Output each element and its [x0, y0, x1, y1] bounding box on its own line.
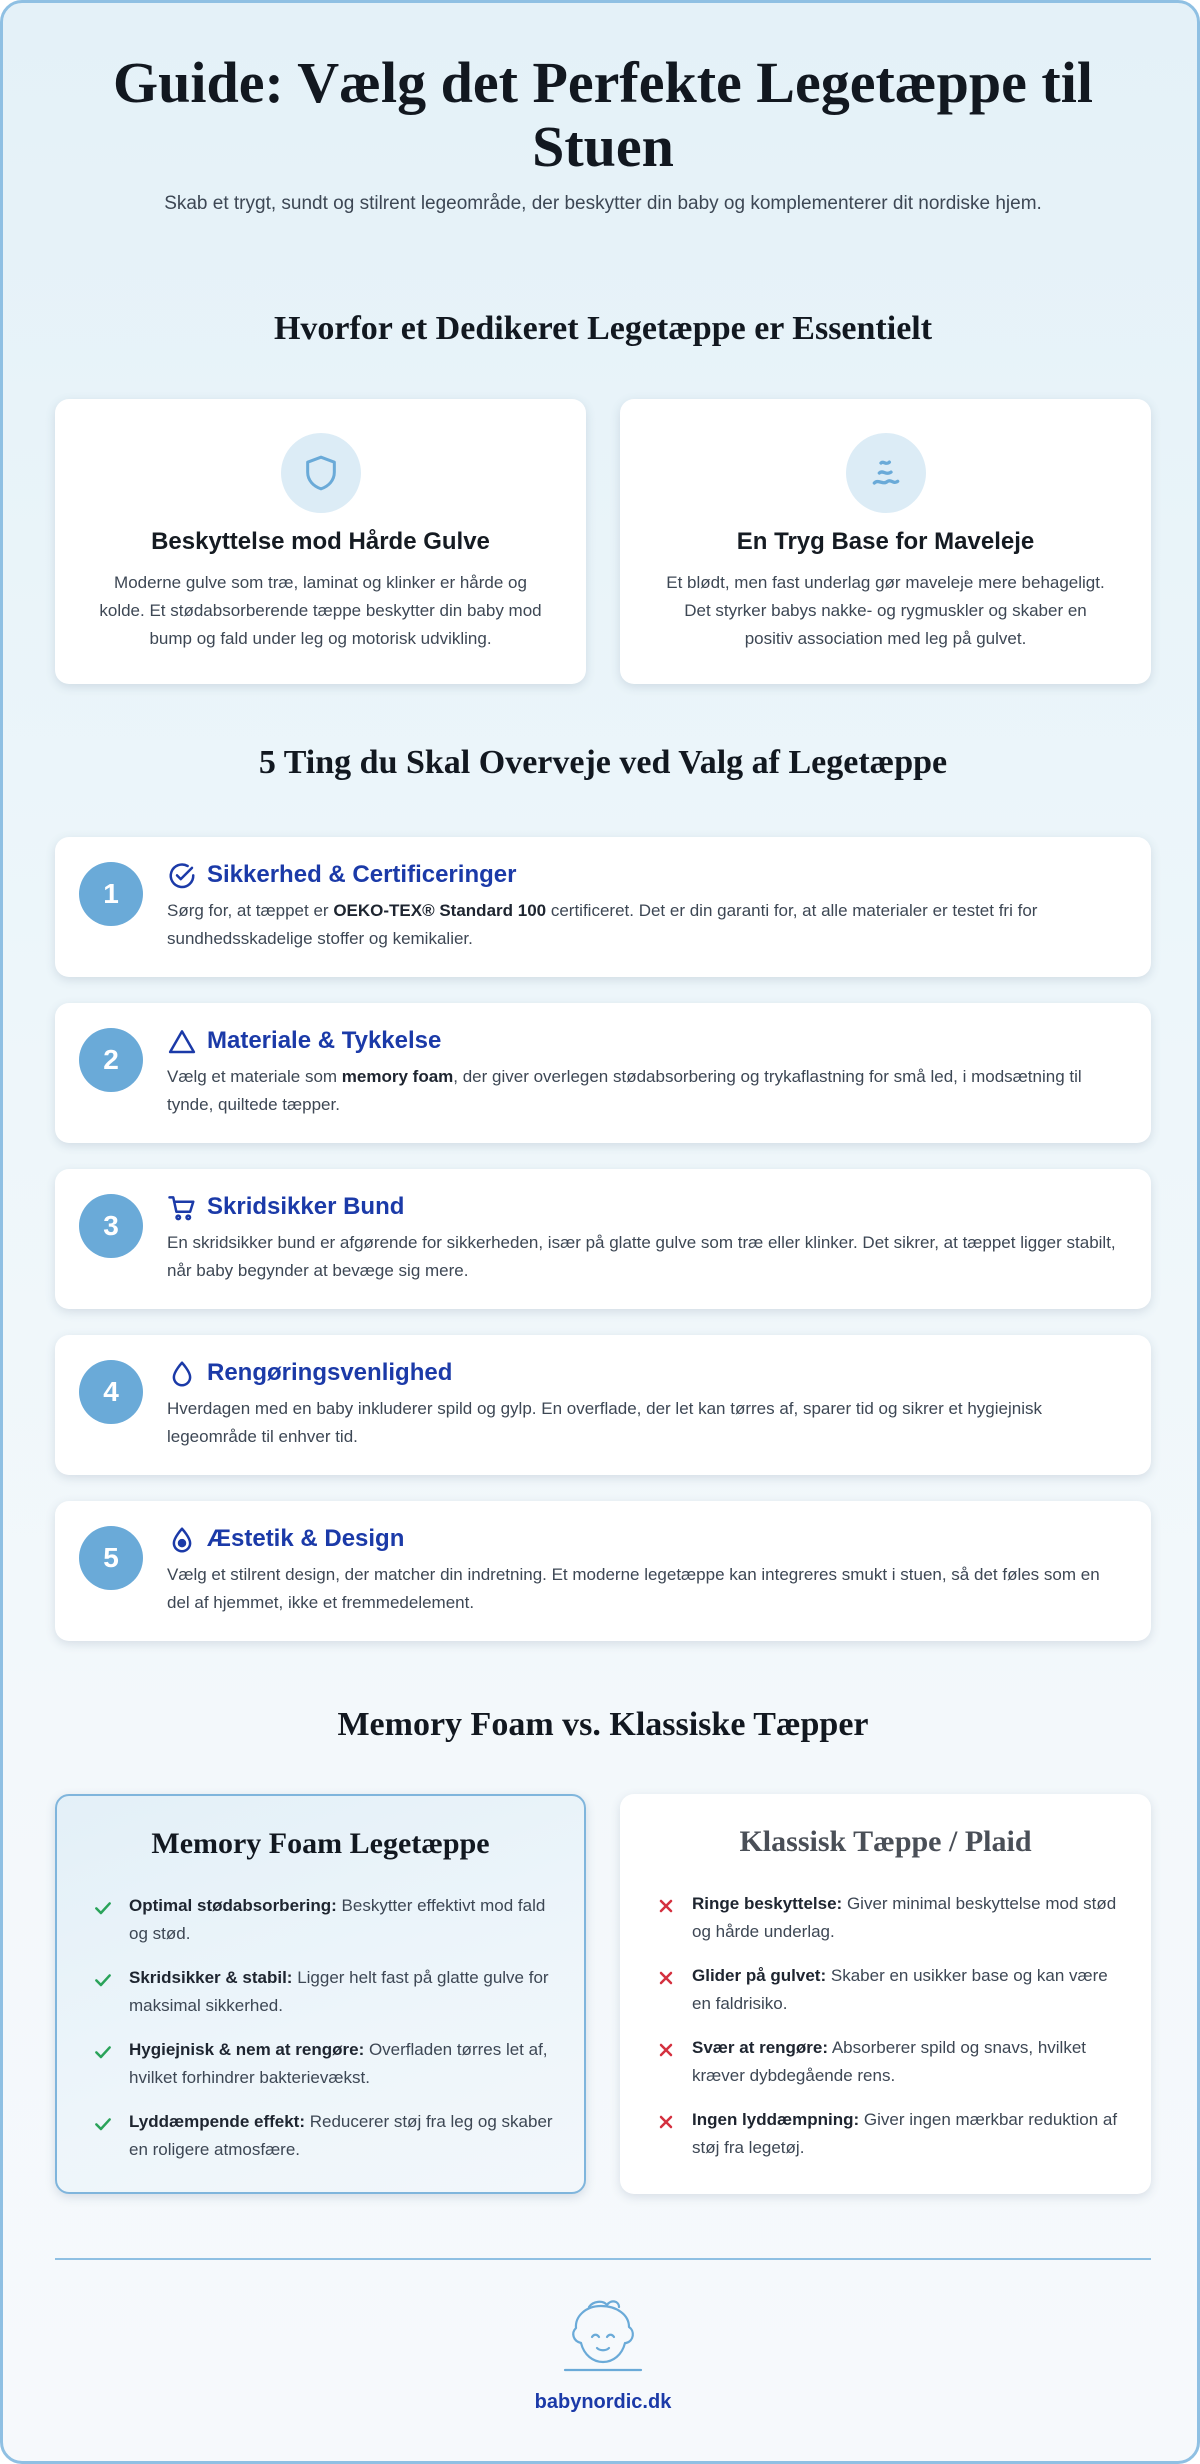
why-card-tummy-time [620, 399, 1151, 684]
wave-icon [846, 433, 926, 513]
cross-icon [656, 1896, 676, 1916]
cross-icon [656, 2040, 676, 2060]
classic-blanket-title: Klassisk Tæppe / Plaid [739, 1825, 1032, 1858]
step-title: Materiale & Tykkelse [207, 1027, 442, 1054]
page-subtitle: Skab et trygt, sundt og stilrent legeområde, der beskytter din baby og komplementerer dit nordiske hjem. [164, 193, 1042, 214]
step-number: 3 [79, 1194, 143, 1258]
check-icon [93, 2042, 113, 2062]
step-text: Hverdagen med en baby inkluderer spild og gylp. En overflade, der let kan tørres af, sparer tid og sikrer et hygiejnisk legeområde til enhver tid. [167, 1399, 1043, 1446]
cross-icon [656, 1968, 676, 1988]
step-card-design [55, 1501, 1151, 1641]
classic-blanket-card: Klassisk Tæppe / Plaid Ringe beskyttelse: Giver minimal beskyttelse mod stød og hårde underlag. Glider på gulvet: Skaber en usikker base og kan være en faldrisiko. Svær at rengøre: Absorberer spild og snavs, hvilket kræver dybdegående rens. Ingen lyddæmpning: Giver ingen mærkbar reduktion af støj fra legetøj. [620, 1794, 1151, 2194]
step-number: 5 [79, 1526, 143, 1590]
why-card-text: Moderne gulve som træ, laminat og klinker er hårde og kolde. Et stødabsorberende tæppe beskytter din baby mod bump og fald under leg og motorisk udvikling. [99, 573, 542, 648]
step-number: 1 [79, 862, 143, 926]
baby-face-icon [559, 2293, 647, 2373]
step-title: Skridsikker Bund [207, 1193, 405, 1220]
step-card-cleaning [55, 1335, 1151, 1475]
step-card-non-slip [55, 1169, 1151, 1309]
check-icon [93, 1970, 113, 1990]
step-text: Vælg et stilrent design, der matcher din indretning. Et moderne legetæppe kan integreres smukt i stuen, så det føles som en del af hjemmet, ikke et fremmedelement. [167, 1565, 1100, 1612]
page-title: Guide: Vælg det Perfekte Legetæppe til Stuen [113, 50, 1093, 179]
shield-icon [281, 433, 361, 513]
footer-divider [55, 2258, 1151, 2260]
step-card-safety [55, 837, 1151, 977]
step-title: Rengøringsvenlighed [207, 1359, 453, 1386]
why-card-title: Beskyttelse mod Hårde Gulve [151, 528, 490, 555]
step-text: En skridsikker bund er afgørende for sikkerheden, især på glatte gulve som træ eller klinker. Det sikrer, at tæppet ligger stabilt, når baby begynder at bevæge sig mere. [167, 1233, 1116, 1280]
steps-section-title: 5 Ting du Skal Overveje ved Valg af Legetæppe [258, 744, 948, 781]
triangle-icon [167, 1027, 197, 1057]
step-card-material [55, 1003, 1151, 1143]
step-number: 4 [79, 1360, 143, 1424]
cross-icon [656, 2112, 676, 2132]
memory-foam-title: Memory Foam Legetæppe [151, 1827, 490, 1860]
memory-foam-card: Memory Foam Legetæppe Optimal stødabsorbering: Beskytter effektivt mod fald og stød. Skridsikker & stabil: Ligger helt fast på glatte gulve for maksimal sikkerhed. Hygiejnisk & nem at rengøre: Overfladen tørres let af, hvilket forhindrer bakterievækst. Lyddæmpende effekt: Reducerer støj fra leg og skaber en roligere atmosfære. [55, 1794, 586, 2194]
why-card-title: En Tryg Base for Maveleje [736, 528, 1035, 555]
cart-icon [167, 1193, 197, 1223]
step-number: 2 [79, 1028, 143, 1092]
step-title: Sikkerhed & Certificeringer [207, 861, 517, 888]
check-icon [93, 2114, 113, 2134]
check-circle-icon [167, 861, 197, 891]
why-card-text: Et blødt, men fast underlag gør maveleje mere behageligt. Det styrker babys nakke- og rygmuskler og skaber en positiv association med leg på gulvet. [666, 573, 1105, 648]
brand-name[interactable]: babynordic.dk [534, 2391, 672, 2413]
droplet-icon [167, 1359, 197, 1389]
why-card-protection [55, 399, 586, 684]
step-title: Æstetik & Design [207, 1525, 405, 1552]
step-text: Sørg for, at tæppet er OEKO-TEX® Standard 100 certificeret. Det er din garanti for, at alle materialer er testet fri for sundhedsskadelige stoffer og kemikalier. [167, 901, 1038, 948]
why-section-title: Hvorfor et Dedikeret Legetæppe er Essentielt [273, 310, 933, 347]
step-text: Vælg et materiale som memory foam, der giver overlegen stødabsorbering og trykaflastning for små led, i modsætning til tynde, quiltede tæpper. [167, 1067, 1082, 1114]
palette-icon [167, 1525, 197, 1555]
check-icon [93, 1898, 113, 1918]
comparison-section-title: Memory Foam vs. Klassiske Tæpper [337, 1706, 869, 1743]
